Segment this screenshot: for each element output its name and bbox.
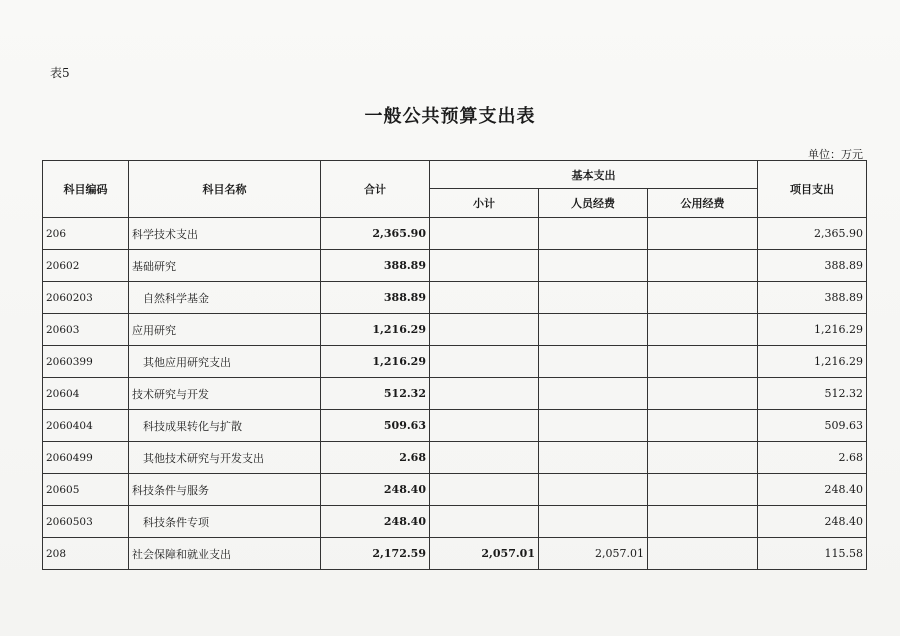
cell-code: 2060503 — [43, 506, 129, 538]
cell-personnel — [539, 442, 648, 474]
header-row-1 — [43, 161, 867, 189]
cell-subtotal — [430, 346, 539, 378]
cell-project: 2.68 — [758, 442, 867, 474]
cell-total: 1,216.29 — [321, 346, 430, 378]
cell-code: 20605 — [43, 474, 129, 506]
cell-name: 基础研究 — [129, 250, 321, 282]
cell-personnel — [539, 378, 648, 410]
cell-total: 509.63 — [321, 410, 430, 442]
cell-total: 388.89 — [321, 282, 430, 314]
header-code: 科目编码 — [43, 161, 129, 218]
cell-name: 自然科学基金 — [129, 282, 321, 314]
cell-personnel: 2,057.01 — [539, 538, 648, 570]
cell-name: 科技条件与服务 — [129, 474, 321, 506]
cell-subtotal — [430, 250, 539, 282]
header-basic: 基本支出 — [430, 161, 758, 189]
table-row — [43, 282, 867, 314]
header-total: 合计 — [321, 161, 430, 218]
cell-project: 509.63 — [758, 410, 867, 442]
cell-project: 1,216.29 — [758, 314, 867, 346]
cell-name: 科技条件专项 — [129, 506, 321, 538]
cell-public — [648, 282, 758, 314]
cell-total: 2,172.59 — [321, 538, 430, 570]
cell-personnel — [539, 410, 648, 442]
cell-personnel — [539, 218, 648, 250]
cell-subtotal — [430, 282, 539, 314]
cell-code: 2060203 — [43, 282, 129, 314]
cell-name: 其他应用研究支出 — [129, 346, 321, 378]
cell-public — [648, 378, 758, 410]
cell-subtotal: 2,057.01 — [430, 538, 539, 570]
cell-code: 2060404 — [43, 410, 129, 442]
table-row — [43, 474, 867, 506]
cell-subtotal — [430, 474, 539, 506]
cell-subtotal — [430, 442, 539, 474]
header-public: 公用经费 — [648, 189, 758, 218]
cell-public — [648, 346, 758, 378]
table-row — [43, 218, 867, 250]
cell-name: 技术研究与开发 — [129, 378, 321, 410]
cell-code: 208 — [43, 538, 129, 570]
header-project: 项目支出 — [758, 161, 867, 218]
cell-personnel — [539, 282, 648, 314]
cell-name: 应用研究 — [129, 314, 321, 346]
cell-public — [648, 250, 758, 282]
table-row — [43, 410, 867, 442]
cell-project: 2,365.90 — [758, 218, 867, 250]
cell-project: 248.40 — [758, 474, 867, 506]
cell-total: 2,365.90 — [321, 218, 430, 250]
cell-project: 248.40 — [758, 506, 867, 538]
cell-code: 20603 — [43, 314, 129, 346]
cell-public — [648, 506, 758, 538]
table-row — [43, 346, 867, 378]
table-number: 表5 — [50, 66, 70, 80]
header-name: 科目名称 — [129, 161, 321, 218]
cell-public — [648, 474, 758, 506]
cell-subtotal — [430, 506, 539, 538]
cell-name: 其他技术研究与开发支出 — [129, 442, 321, 474]
cell-project: 115.58 — [758, 538, 867, 570]
cell-personnel — [539, 346, 648, 378]
cell-project: 388.89 — [758, 250, 867, 282]
cell-public — [648, 218, 758, 250]
unit-label: 单位：万元 — [808, 148, 863, 161]
cell-subtotal — [430, 410, 539, 442]
cell-code: 206 — [43, 218, 129, 250]
cell-project: 388.89 — [758, 282, 867, 314]
cell-total: 388.89 — [321, 250, 430, 282]
cell-public — [648, 538, 758, 570]
cell-project: 512.32 — [758, 378, 867, 410]
table-row — [43, 506, 867, 538]
cell-total: 1,216.29 — [321, 314, 430, 346]
cell-total: 248.40 — [321, 506, 430, 538]
cell-total: 248.40 — [321, 474, 430, 506]
cell-public — [648, 410, 758, 442]
table-row — [43, 442, 867, 474]
header-subtotal: 小计 — [430, 189, 539, 218]
header-personnel: 人员经费 — [539, 189, 648, 218]
cell-subtotal — [430, 378, 539, 410]
table-row — [43, 378, 867, 410]
cell-subtotal — [430, 218, 539, 250]
cell-subtotal — [430, 314, 539, 346]
cell-code: 2060399 — [43, 346, 129, 378]
cell-project: 1,216.29 — [758, 346, 867, 378]
cell-personnel — [539, 506, 648, 538]
table-body — [43, 218, 867, 570]
cell-total: 512.32 — [321, 378, 430, 410]
cell-personnel — [539, 474, 648, 506]
cell-code: 2060499 — [43, 442, 129, 474]
cell-name: 社会保障和就业支出 — [129, 538, 321, 570]
table-row — [43, 538, 867, 570]
cell-public — [648, 442, 758, 474]
cell-public — [648, 314, 758, 346]
cell-total: 2.68 — [321, 442, 430, 474]
table-row — [43, 314, 867, 346]
cell-personnel — [539, 250, 648, 282]
cell-name: 科技成果转化与扩散 — [129, 410, 321, 442]
cell-personnel — [539, 314, 648, 346]
budget-table — [42, 160, 867, 570]
cell-name: 科学技术支出 — [129, 218, 321, 250]
page-title: 一般公共预算支出表 — [364, 106, 536, 127]
cell-code: 20602 — [43, 250, 129, 282]
cell-code: 20604 — [43, 378, 129, 410]
table-row — [43, 250, 867, 282]
